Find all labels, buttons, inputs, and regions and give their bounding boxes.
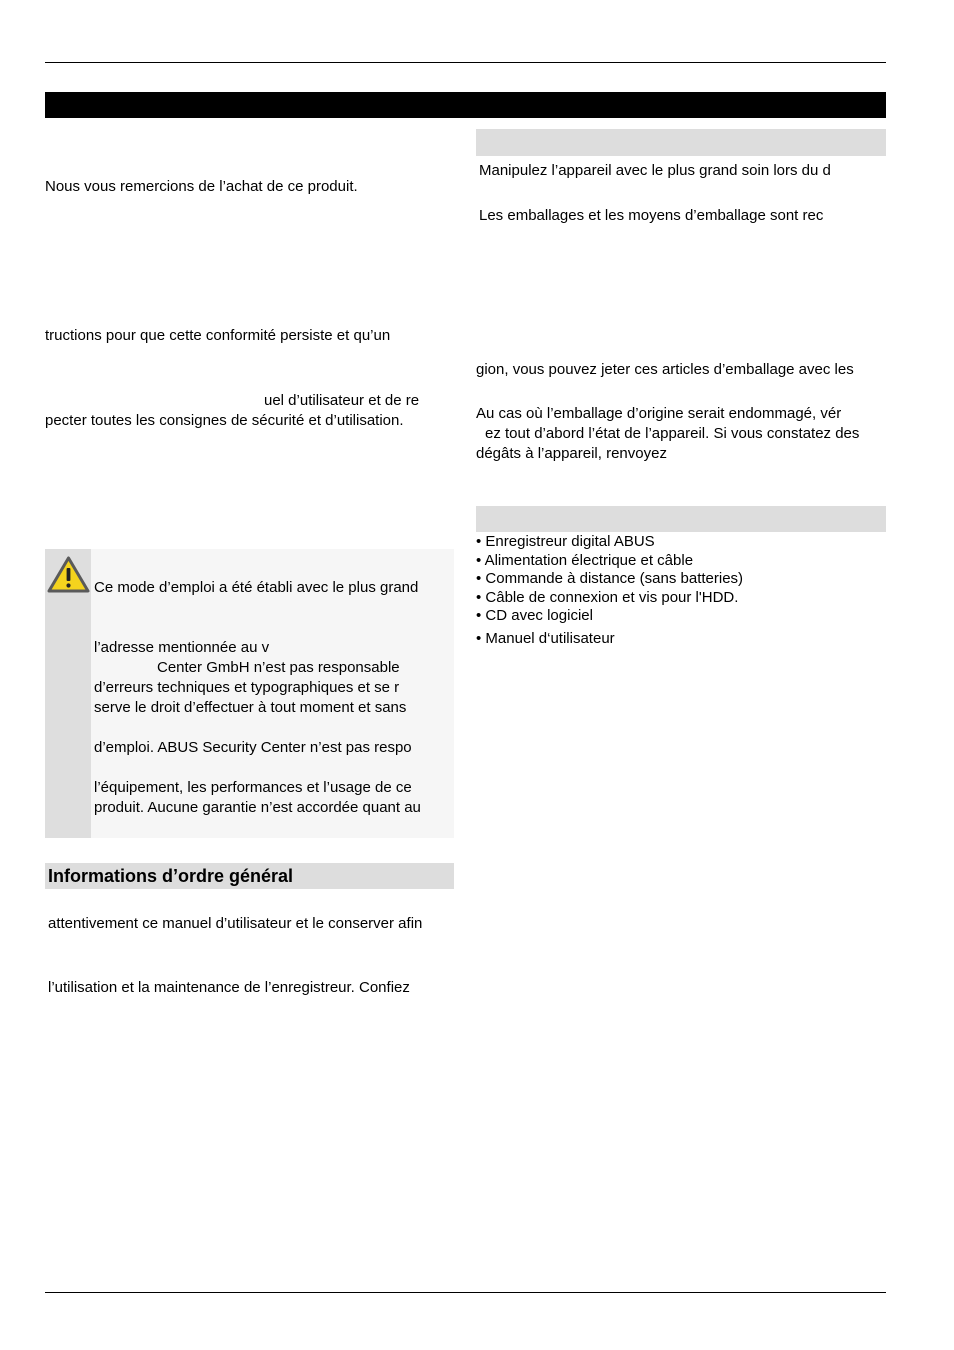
warning-line-2: l’adresse mentionnée au v bbox=[94, 639, 270, 656]
warning-line-4: d’erreurs techniques et typographiques et se r bbox=[94, 679, 400, 696]
manual-text-line-1: uel d’utilisateur et de re bbox=[264, 392, 420, 409]
warning-line-6: d’emploi. ABUS Security Center n’est pas respo bbox=[94, 739, 412, 756]
intro-text: Nous vous remercions de l’achat de ce produit. bbox=[45, 178, 358, 195]
list-item: • Enregistreur digital ABUS bbox=[476, 533, 655, 550]
list-item: • CD avec logiciel bbox=[476, 607, 593, 624]
warning-line-3: Center GmbH n’est pas responsable bbox=[157, 659, 400, 676]
list-item: • Commande à distance (sans batteries) bbox=[476, 570, 744, 587]
damage-text-line-2: ez tout d’abord l’état de l’appareil. Si vous constatez des bbox=[485, 425, 860, 442]
footer-rule bbox=[45, 1292, 886, 1293]
list-item: • Manuel d‘utilisateur bbox=[476, 629, 615, 647]
warning-line-8: produit. Aucune garantie n’est accordée quant au bbox=[94, 799, 421, 816]
right-section-header-2 bbox=[476, 506, 886, 532]
package-contents-list bbox=[476, 533, 743, 648]
warning-triangle-icon bbox=[47, 556, 90, 593]
right-section-header-1 bbox=[476, 129, 886, 156]
list-item: • Câble de connexion et vis pour l'HDD. bbox=[476, 588, 739, 606]
handling-text: Manipulez l’appareil avec le plus grand soin lors du d bbox=[479, 162, 831, 179]
manual-text-line-2: pecter toutes les consignes de sécurité et d’utilisation. bbox=[45, 412, 404, 429]
warning-line-1: Ce mode d’emploi a été établi avec le plus grand bbox=[94, 579, 419, 596]
warning-line-7: l’équipement, les performances et l’usage de ce bbox=[94, 779, 412, 796]
warning-line-5: serve le droit d’effectuer à tout moment et sans bbox=[94, 699, 407, 716]
general-info-line-2: l’utilisation et la maintenance de l’enregistreur. Confiez bbox=[48, 979, 410, 996]
header-rule bbox=[45, 62, 886, 63]
packaging-text: Les emballages et les moyens d’emballage sont rec bbox=[479, 207, 824, 224]
conformity-text: tructions pour que cette conformité persiste et qu’un bbox=[45, 327, 391, 344]
damage-text-line-3: dégâts à l’appareil, renvoyez bbox=[476, 445, 667, 462]
general-info-heading: Informations d’ordre général bbox=[48, 866, 294, 886]
region-text: gion, vous pouvez jeter ces articles d’emballage avec les bbox=[476, 361, 854, 378]
general-info-line-1: attentivement ce manuel d’utilisateur et le conserver afin bbox=[48, 915, 423, 932]
list-item: • Alimentation électrique et câble bbox=[476, 551, 694, 569]
damage-text-line-1: Au cas où l’emballage d’origine serait endommagé, vér bbox=[476, 405, 842, 422]
title-bar bbox=[45, 92, 886, 118]
